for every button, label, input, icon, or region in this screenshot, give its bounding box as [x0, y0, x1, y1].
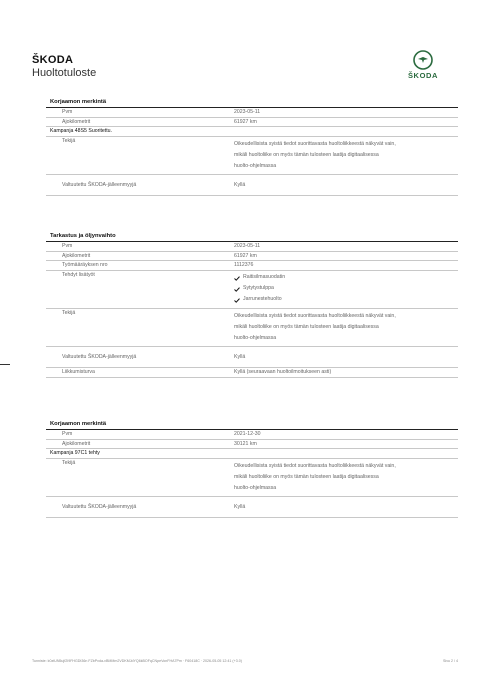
table-row	[46, 252, 458, 262]
row-key-date: Pvm	[62, 109, 73, 115]
row-key-date: Pvm	[62, 243, 73, 249]
table-row-dealer	[46, 497, 458, 518]
table-row	[46, 440, 458, 450]
maker-line: Oikeudellisista syistä tiedot suorittavasta huoltoliikkeestä näkyvät vain,	[234, 140, 396, 147]
maker-line: huolto-ohjelmassa	[234, 163, 277, 170]
row-value-maker	[234, 137, 458, 175]
row-value-mileage: 61927 km	[234, 118, 257, 125]
checkmark-icon	[234, 287, 240, 292]
table-row	[46, 108, 458, 118]
row-key-mileage: Ajokilometrit	[62, 440, 91, 447]
row-value-dealer: Kyllä	[234, 354, 246, 361]
extra-work-label: Raitisilmasuodatin	[243, 274, 286, 281]
list-item	[234, 284, 454, 295]
table-row-extra-works	[46, 271, 458, 309]
skoda-logo	[396, 50, 450, 80]
row-key-dealer: Valtuutettu ŠKODA-jälleenmyyjä	[62, 504, 137, 511]
row-value-maker	[234, 459, 458, 497]
list-item	[234, 295, 454, 306]
row-key-maker: Tekijä	[62, 459, 76, 466]
row-key-mobility: Liikkumisturva	[62, 369, 95, 376]
extra-work-label: Sytytystulppa	[243, 285, 274, 292]
table-row-dealer	[46, 347, 458, 368]
row-key-maker: Tekijä	[62, 309, 76, 316]
table-row	[46, 261, 458, 271]
table-row-dealer	[46, 175, 458, 196]
row-key-mileage: Ajokilometrit	[62, 118, 91, 125]
section-title: Tarkastus ja öljynvaihto	[46, 232, 458, 242]
row-key-date: Pvm	[62, 431, 73, 437]
checkmark-icon	[234, 298, 240, 303]
row-value-maker	[234, 309, 458, 347]
row-value-date: 2023-05-11	[234, 243, 261, 249]
maker-line: Oikeudellisista syistä tiedot suorittavasta huoltoliikkeestä näkyvät vain,	[234, 462, 396, 469]
maker-line: mikäli huoltoliike on myös tämän tulosteen laatija digitaalisessa	[234, 323, 379, 330]
table-row-maker	[46, 309, 458, 348]
maker-line: mikäli huoltoliike on myös tämän tulosteen laatija digitaalisessa	[234, 151, 379, 158]
row-value-date: 2021-12-30	[234, 431, 261, 437]
row-key-dealer: Valtuutettu ŠKODA-jälleenmyyjä	[62, 182, 137, 189]
row-key-work-order: Työmääräyksen nro	[62, 262, 108, 268]
brand-block	[32, 54, 96, 79]
table-row-maker	[46, 459, 458, 498]
row-value-mileage: 61927 km	[234, 252, 257, 259]
row-key-extra-works: Tehdyt lisätyöt	[62, 271, 95, 278]
section-inspection-oil-change	[46, 232, 458, 378]
checkmark-icon	[234, 276, 240, 281]
section-workshop-entry-1	[46, 98, 458, 196]
footer-identifier: Tunniste: k0ztUN5ujf2I9FHGDt36n FZbPxda-vBMMm2VDKMJdYQ6kBOFqCNpeVonFHA7Pm · F60418C · 2026-05-05 12:41 (+3.0)	[32, 659, 242, 663]
table-row	[46, 430, 458, 440]
campaign-text: Kampanja 97C1 tehty	[50, 450, 100, 456]
list-item	[234, 273, 454, 284]
row-value-date: 2023-05-11	[234, 109, 261, 115]
table-row-mobility	[46, 368, 458, 378]
page-number: Sivu 2 / 4	[443, 659, 458, 663]
extra-works-list	[234, 271, 458, 308]
table-row-maker	[46, 137, 458, 176]
skoda-winged-arrow-icon	[413, 50, 433, 70]
table-row-campaign	[46, 449, 458, 459]
row-key-maker: Tekijä	[62, 137, 76, 144]
brand-name: ŠKODA	[32, 54, 74, 66]
table-row	[46, 242, 458, 252]
row-key-mileage: Ajokilometrit	[62, 252, 91, 259]
maker-line: huolto-ohjelmassa	[234, 485, 277, 492]
maker-line: Oikeudellisista syistä tiedot suorittavasta huoltoliikkeestä näkyvät vain,	[234, 312, 396, 319]
row-value-work-order: 1112376	[234, 262, 254, 268]
maker-line: huolto-ohjelmassa	[234, 335, 277, 342]
campaign-text: Kampanja 48S5 Suoritettu.	[50, 128, 113, 134]
maker-line: mikäli huoltoliike on myös tämän tulosteen laatija digitaalisessa	[234, 473, 379, 480]
table-row	[46, 118, 458, 128]
extra-work-label: Jarrunestehuolto	[243, 296, 282, 303]
section-title: Korjaamon merkintä	[46, 98, 458, 108]
row-key-dealer: Valtuutettu ŠKODA-jälleenmyyjä	[62, 354, 137, 361]
document-title: Huoltotuloste	[32, 67, 97, 79]
row-value-mobility: Kyllä (seuraavaan huoltoilmoitukseen asti)	[234, 369, 332, 376]
logo-text: ŠKODA	[407, 71, 439, 80]
table-row-campaign	[46, 127, 458, 137]
margin-mark	[0, 364, 10, 365]
section-title: Korjaamon merkintä	[46, 420, 458, 430]
row-value-dealer: Kyllä	[234, 182, 246, 189]
page-footer	[32, 659, 458, 663]
row-value-mileage: 30121 km	[234, 440, 257, 447]
section-workshop-entry-2	[46, 420, 458, 518]
row-value-dealer: Kyllä	[234, 504, 246, 511]
